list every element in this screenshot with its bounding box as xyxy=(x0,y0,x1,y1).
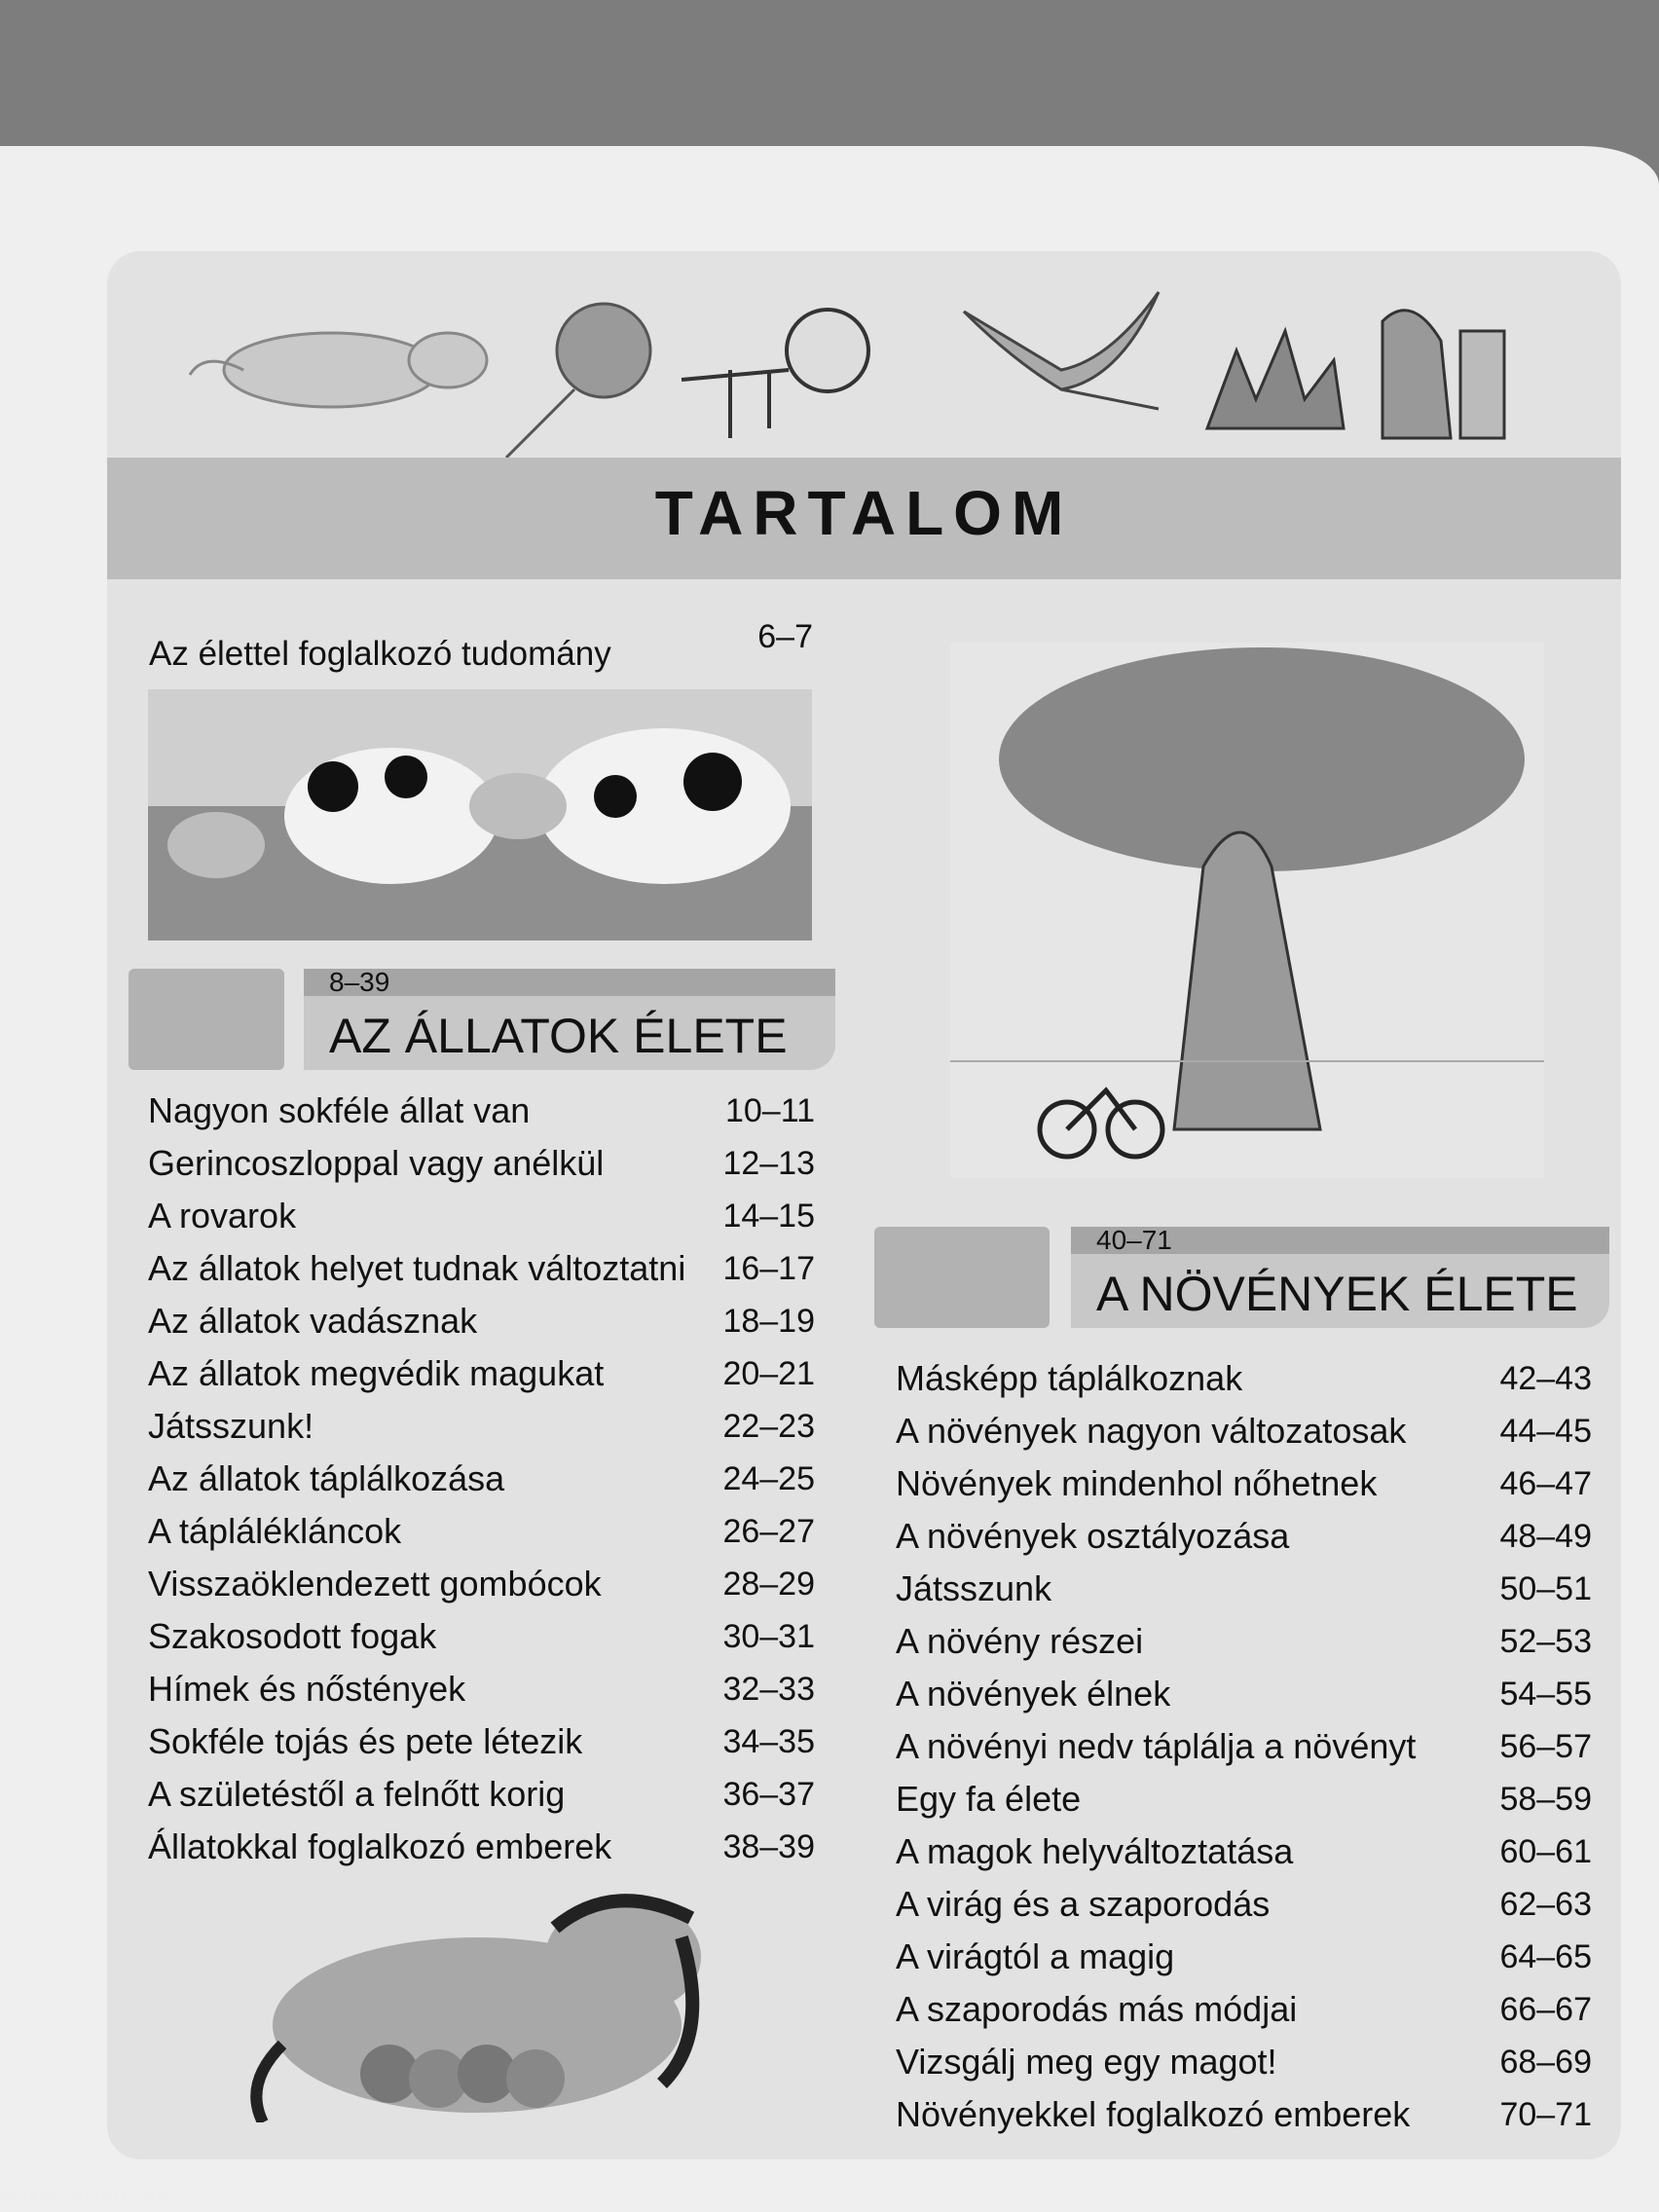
toc-entry-title: Visszaöklendezett gombócok xyxy=(148,1564,602,1604)
toc-entry-pages: 18–19 xyxy=(722,1303,815,1340)
intro-pages: 6–7 xyxy=(757,618,813,655)
section-banner xyxy=(1071,1227,1609,1328)
toc-entry-title: Az állatok helyet tudnak változtatni xyxy=(148,1248,686,1288)
toc-entry-title: Másképp táplálkoznak xyxy=(896,1358,1243,1398)
toc-entry-pages: 26–27 xyxy=(722,1513,815,1550)
section-range: 8–39 xyxy=(329,967,390,997)
toc-entry-pages: 68–69 xyxy=(1499,2044,1592,2081)
toc-entry-title: A táplálékláncok xyxy=(148,1511,402,1551)
watermark: Antikvarium.hu xyxy=(0,2183,169,2206)
toc-entry-pages: 54–55 xyxy=(1499,1676,1592,1713)
toc-entry-title: Gerincoszloppal vagy anélkül xyxy=(148,1143,605,1183)
toc-entry-pages: 50–51 xyxy=(1499,1570,1592,1607)
toc-entry-pages: 58–59 xyxy=(1499,1781,1592,1818)
toc-entry-title: A rovarok xyxy=(148,1196,297,1235)
toc-entry-title: Állatokkal foglalkozó emberek xyxy=(148,1826,612,1866)
toc-entry-pages: 46–47 xyxy=(1499,1465,1592,1502)
header-illustrations xyxy=(185,263,1548,458)
toc-entry-pages: 62–63 xyxy=(1499,1886,1592,1923)
toc-entry-title: Hímek és nőstények xyxy=(148,1669,466,1709)
toc-entry-pages: 14–15 xyxy=(722,1198,815,1235)
toc-entry-title: Egy fa élete xyxy=(896,1779,1082,1819)
toc-entry-title: A szaporodás más módjai xyxy=(896,1989,1298,2029)
toc-entry-title: Növények mindenhol nőhetnek xyxy=(896,1463,1378,1503)
toc-entry-pages: 32–33 xyxy=(722,1671,815,1708)
toc-entry-pages: 64–65 xyxy=(1499,1938,1592,1975)
explosion-icon xyxy=(1207,331,1344,428)
section-banner xyxy=(304,969,835,1070)
dog-illustration xyxy=(243,1879,730,2122)
toc-entry-title: Vizsgálj meg egy magot! xyxy=(896,2042,1277,2082)
toc-entry-title: Szakosodott fogak xyxy=(148,1616,437,1656)
toc-entry-pages: 56–57 xyxy=(1499,1728,1592,1765)
cows-illustration xyxy=(148,689,812,940)
flower-icon xyxy=(506,304,650,458)
toc-entry-pages: 24–25 xyxy=(722,1460,815,1497)
skeleton-icon xyxy=(682,310,868,438)
toc-entry-pages: 12–13 xyxy=(722,1145,815,1182)
toc-entry-pages: 34–35 xyxy=(722,1723,815,1760)
toc-entry-title: Sokféle tojás és pete létezik xyxy=(148,1721,583,1761)
toc-entry-pages: 22–23 xyxy=(722,1408,815,1445)
tiger-icon xyxy=(190,333,487,407)
tiger-icon xyxy=(129,969,284,1070)
toc-entry-pages: 38–39 xyxy=(722,1828,815,1865)
toc-entry-pages: 10–11 xyxy=(724,1092,815,1129)
toc-entry-title: Az állatok vadásznak xyxy=(148,1301,478,1341)
toc-entry-pages: 30–31 xyxy=(722,1618,815,1655)
toc-entry-pages: 20–21 xyxy=(722,1355,815,1392)
intro-title: Az élettel foglalkozó tudomány xyxy=(149,635,611,673)
section-animals-header[interactable] xyxy=(129,969,835,1074)
tree-illustration xyxy=(950,643,1544,1178)
toc-entry-pages: 52–53 xyxy=(1499,1623,1592,1660)
bird-icon xyxy=(964,292,1159,409)
section-title: AZ ÁLLATOK ÉLETE xyxy=(329,1009,788,1063)
section-plants-header[interactable] xyxy=(874,1227,1609,1332)
toc-entry-title: Növényekkel foglalkozó emberek xyxy=(896,2094,1411,2134)
section-title: A NÖVÉNYEK ÉLETE xyxy=(1096,1267,1578,1321)
toc-entry-title: Játsszunk xyxy=(896,1568,1052,1608)
toc-entry-title: A növényi nedv táplálja a növényt xyxy=(896,1726,1417,1766)
section-range: 40–71 xyxy=(1096,1225,1172,1255)
toc-entry-title: A születéstől a felnőtt korig xyxy=(148,1774,566,1814)
toc-entry-title: Az állatok táplálkozása xyxy=(148,1458,505,1498)
toc-entry-pages: 28–29 xyxy=(722,1566,815,1603)
toc-entry-pages: 60–61 xyxy=(1499,1833,1592,1870)
cup-icon xyxy=(1382,311,1504,438)
toc-entry-title: A növény részei xyxy=(896,1621,1144,1661)
toc-entry-title: Játsszunk! xyxy=(148,1406,314,1446)
toc-entry-title: Az állatok megvédik magukat xyxy=(148,1353,605,1393)
toc-entry-title: A növények élnek xyxy=(896,1674,1171,1714)
toc-entry-title: Nagyon sokféle állat van xyxy=(148,1090,531,1130)
toc-entry-pages: 36–37 xyxy=(722,1776,815,1813)
contents-title-bar xyxy=(107,458,1621,579)
toc-entry-title: A virágtól a magig xyxy=(896,1936,1175,1976)
toc-entry-title: A növények osztályozása xyxy=(896,1516,1290,1556)
toc-entry-title: A virág és a szaporodás xyxy=(896,1884,1271,1924)
toc-entry-pages: 42–43 xyxy=(1499,1360,1592,1397)
page-title: TARTALOM xyxy=(654,478,1074,548)
toc-entry-title: A magok helyváltoztatása xyxy=(896,1831,1294,1871)
flower-icon xyxy=(874,1227,1050,1328)
toc-entry-pages: 44–45 xyxy=(1499,1413,1592,1450)
toc-entry-title: A növények nagyon változatosak xyxy=(896,1411,1407,1451)
toc-entry-pages: 66–67 xyxy=(1499,1991,1592,2028)
toc-entry-pages: 48–49 xyxy=(1499,1518,1592,1555)
toc-entry-pages: 16–17 xyxy=(722,1250,815,1287)
toc-entry-pages: 70–71 xyxy=(1499,2096,1592,2133)
